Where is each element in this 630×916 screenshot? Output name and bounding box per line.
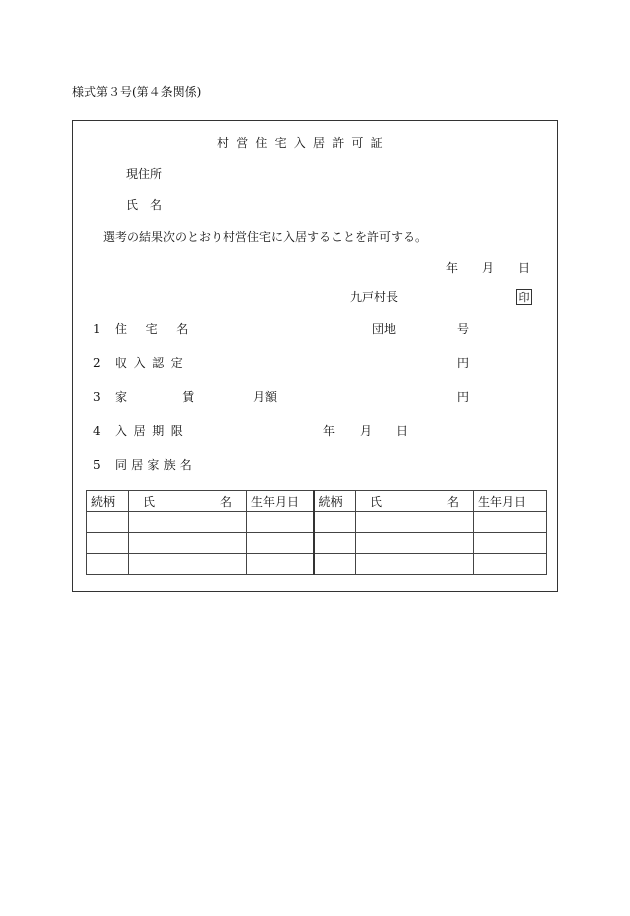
surname-header: 氏 xyxy=(143,494,156,509)
birthdate-cell[interactable] xyxy=(247,554,314,575)
item-2-label: 収入認定 xyxy=(115,356,190,370)
name-header xyxy=(129,491,247,512)
date-day: 日 xyxy=(518,261,531,275)
name-cell[interactable] xyxy=(129,512,247,533)
birthdate-header-2: 生年月日 xyxy=(474,491,547,512)
period-year: 年 xyxy=(323,424,336,438)
given-name-header-2: 名 xyxy=(446,494,459,509)
name-label: 氏 名 xyxy=(126,198,163,212)
issuer-name: 九戸村長 xyxy=(350,290,399,304)
item-4-label: 入居期限 xyxy=(115,424,190,438)
item-5-label: 同居家族名 xyxy=(115,458,197,472)
table-row xyxy=(87,512,547,533)
address-label: 現住所 xyxy=(126,167,163,181)
relation-cell[interactable] xyxy=(87,533,129,554)
birthdate-cell[interactable] xyxy=(474,512,547,533)
form-number: 様式第３号(第４条関係) xyxy=(72,85,202,99)
rent-monthly-label: 月額 xyxy=(253,390,278,404)
given-name-header: 名 xyxy=(219,494,232,509)
birthdate-header: 生年月日 xyxy=(247,491,314,512)
relation-header: 続柄 xyxy=(87,491,129,512)
date-year: 年 xyxy=(446,261,459,275)
surname-header-2: 氏 xyxy=(370,494,383,509)
housing-number-label: 号 xyxy=(457,322,470,336)
birthdate-cell[interactable] xyxy=(247,512,314,533)
birthdate-cell[interactable] xyxy=(474,554,547,575)
birthdate-cell[interactable] xyxy=(247,533,314,554)
date-month: 月 xyxy=(482,261,495,275)
relation-cell[interactable] xyxy=(87,554,129,575)
housing-complex-label: 団地 xyxy=(372,322,397,336)
birthdate-cell[interactable] xyxy=(474,533,547,554)
name-header-2 xyxy=(356,491,474,512)
relation-header-2: 続柄 xyxy=(314,491,356,512)
period-month: 月 xyxy=(360,424,373,438)
name-cell[interactable] xyxy=(356,533,474,554)
table-row xyxy=(87,533,547,554)
family-table-header xyxy=(87,491,547,512)
rent-unit: 円 xyxy=(457,390,470,404)
document-title: 村営住宅入居許可証 xyxy=(217,136,390,150)
income-unit: 円 xyxy=(457,356,470,370)
name-cell[interactable] xyxy=(356,554,474,575)
period-day: 日 xyxy=(396,424,409,438)
relation-cell[interactable] xyxy=(314,512,356,533)
name-cell[interactable] xyxy=(356,512,474,533)
relation-cell[interactable] xyxy=(314,533,356,554)
item-4-number: 4 xyxy=(93,424,101,438)
item-3-number: 3 xyxy=(93,390,101,404)
item-1-label: 住宅名 xyxy=(115,322,207,336)
relation-cell[interactable] xyxy=(314,554,356,575)
family-table xyxy=(86,490,547,575)
name-cell[interactable] xyxy=(129,554,247,575)
item-5-number: 5 xyxy=(93,458,101,472)
item-2-number: 2 xyxy=(93,356,101,370)
item-1-number: 1 xyxy=(93,322,101,336)
statement-text: 選考の結果次のとおり村営住宅に入居することを許可する。 xyxy=(103,230,428,244)
seal-icon: 印 xyxy=(516,289,532,305)
relation-cell[interactable] xyxy=(87,512,129,533)
table-row xyxy=(87,554,547,575)
name-cell[interactable] xyxy=(129,533,247,554)
item-3-label: 家賃 xyxy=(115,390,250,404)
